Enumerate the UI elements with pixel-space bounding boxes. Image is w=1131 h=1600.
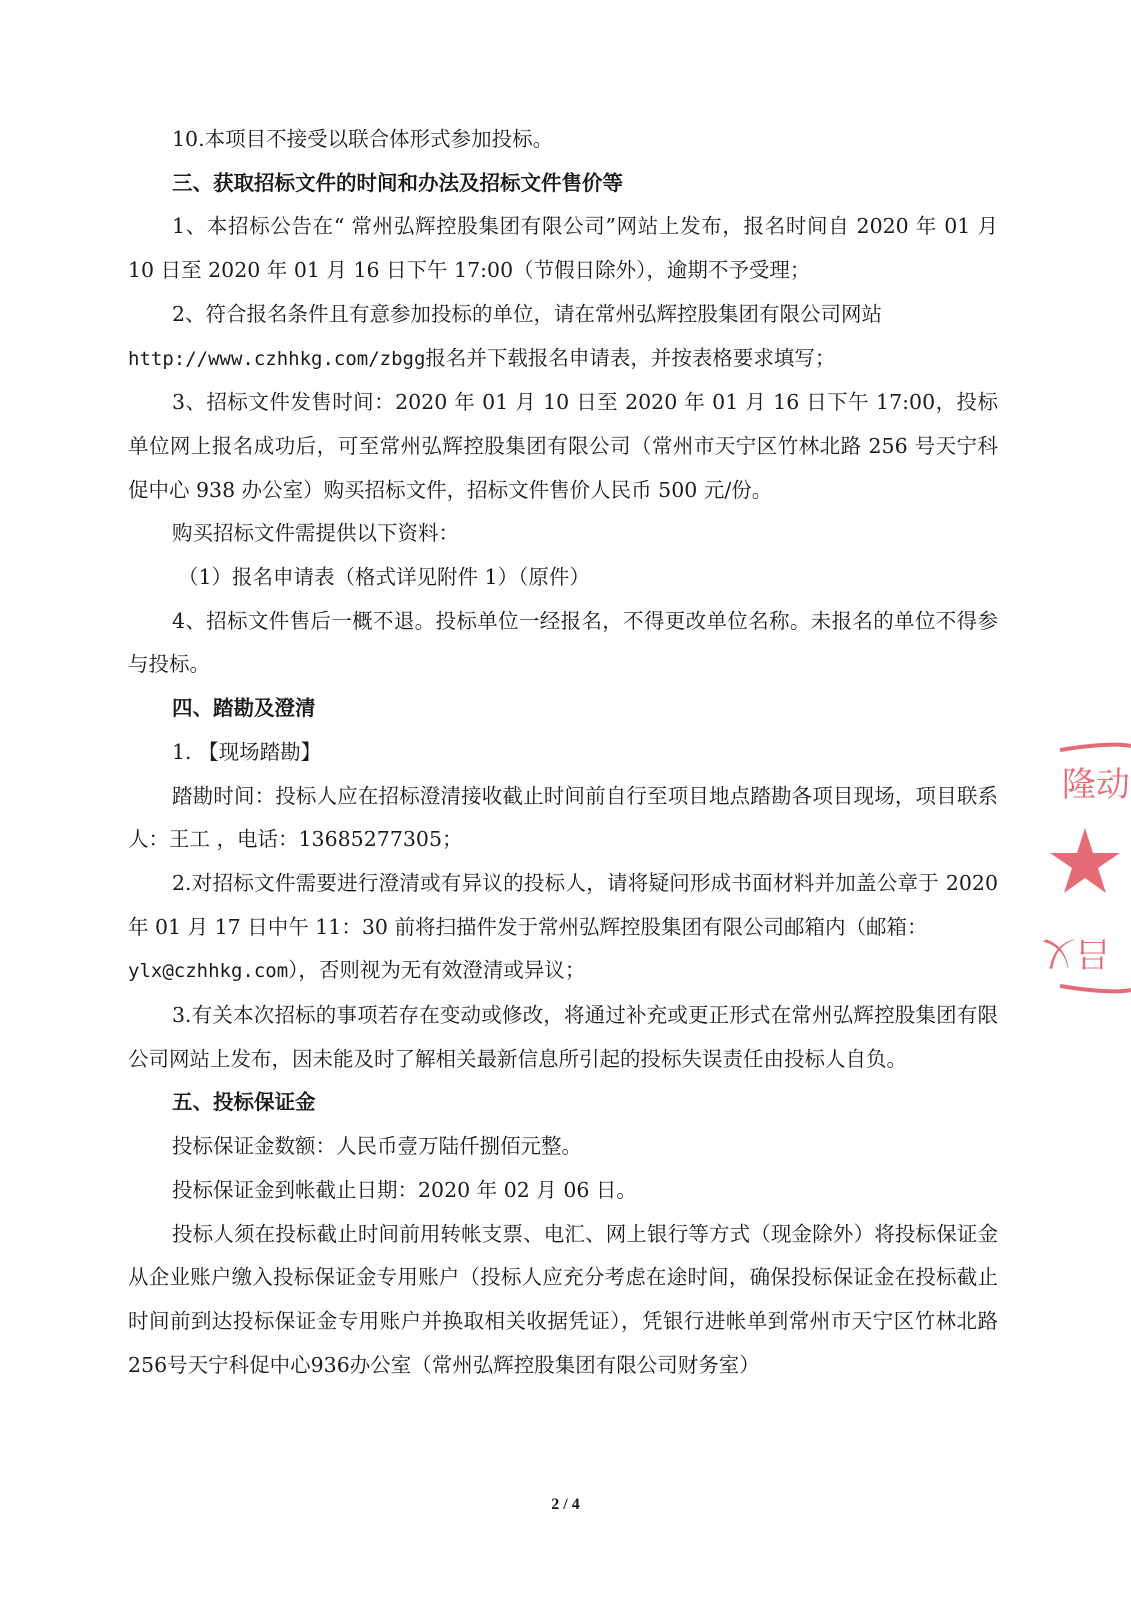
- paragraph-changes: 3.有关本次招标的事项若存在变动或修改，将通过补充或更正形式在常州弘辉控股集团有限公司网站上发布，因未能及时了解相关最新信息所引起的投标失误责任由投标人自负。: [128, 1003, 998, 1071]
- paragraph-sale-time: 3、招标文件发售时间：2020 年 01 月 10 日至 2020 年 01 月 16 日下午 17:00，投标单位网上报名成功后，可至常州弘辉控股集团有限公司（常州市天宁区竹林北路 256 号天宁科促中心 938 办公室）购买招标文件，招标文件售价人民币 500 元/份。: [128, 390, 998, 502]
- website-url-suffix: 报名并下载报名申请表，并按表格要求填写；: [425, 345, 836, 370]
- section-heading-5: 五、投标保证金: [172, 1090, 316, 1115]
- email-link[interactable]: ylx@czhhkg.com: [128, 960, 289, 983]
- paragraph-deposit-method: 投标人须在投标截止时间前用转帐支票、电汇、网上银行等方式（现金除外）将投标保证金从企业账户缴入投标保证金专用账户（投标人应充分考虑在途时间，确保投标保证金在投标截止时间前到达投标保证金专用账户并换取相关收据凭证），凭银行进帐单到常州市天宁区竹林北路256号天宁科促中心936办公室（常州弘辉控股集团有限公司财务室）: [128, 1221, 998, 1377]
- section-heading-3: 三、获取招标文件的时间和办法及招标文件售价等: [172, 170, 623, 195]
- email-suffix: ），否则视为无有效澄清或异议；: [288, 958, 586, 983]
- paragraph-clarification: 2.对招标文件需要进行澄清或有异议的投标人，请将疑问形成书面材料并加盖公章于 2020 年 01 月 17 日中午 11：30 前将扫描件发于常州弘辉控股集团有限公司邮箱内（邮箱：: [128, 870, 998, 939]
- paragraph-deposit-deadline: 投标保证金到帐截止日期：2020 年 02 月 06 日。: [172, 1177, 637, 1202]
- company-seal-stamp: [1030, 738, 1131, 998]
- page-number: 2 / 4: [551, 1496, 580, 1513]
- paragraph-item-10: 10.本项目不接受以联合体形式参加投标。: [172, 127, 554, 151]
- paragraph-application-form: （1）报名申请表（格式详见附件 1）（原件）: [178, 565, 590, 590]
- paragraph-website-signup: 2、符合报名条件且有意参加投标的单位，请在常州弘辉控股集团有限公司网站: [172, 301, 883, 326]
- website-url-link[interactable]: http://www.czhhkg.com/zbgg: [128, 347, 426, 370]
- document-body: [128, 118, 998, 1387]
- paragraph-deposit-amount: 投标保证金数额：人民币壹万陆仟捌佰元整。: [172, 1134, 582, 1159]
- paragraph-website-url-line: [128, 337, 998, 382]
- paragraph-email-line: [128, 949, 998, 994]
- section-heading-4: 四、踏勘及澄清: [172, 696, 316, 721]
- paragraph-no-refund: 4、招标文件售后一概不退。投标单位一经报名，不得更改单位名称。未报名的单位不得参与投标。: [128, 608, 998, 677]
- seal-text-top: 隆动: [1062, 765, 1130, 805]
- paragraph-site-survey: 1. 【现场踏勘】: [172, 739, 322, 764]
- seal-star-icon: [1050, 828, 1120, 893]
- paragraph-required-materials: 购买招标文件需提供以下资料：: [172, 521, 459, 546]
- seal-text-bottom: 吕乂: [1042, 933, 1110, 973]
- paragraph-registration-time: 1、本招标公告在“ 常州弘辉控股集团有限公司”网站上发布，报名时间自 2020 年 01 月 10 日至 2020 年 01 月 16 日下午 17:00（节假日除外），逾期不予受理；: [128, 214, 998, 283]
- paragraph-survey-time: 踏勘时间：投标人应在招标澄清接收截止时间前自行至项目地点踏勘各项目现场，项目联系人：王工 ，电话：13685277305；: [128, 783, 998, 852]
